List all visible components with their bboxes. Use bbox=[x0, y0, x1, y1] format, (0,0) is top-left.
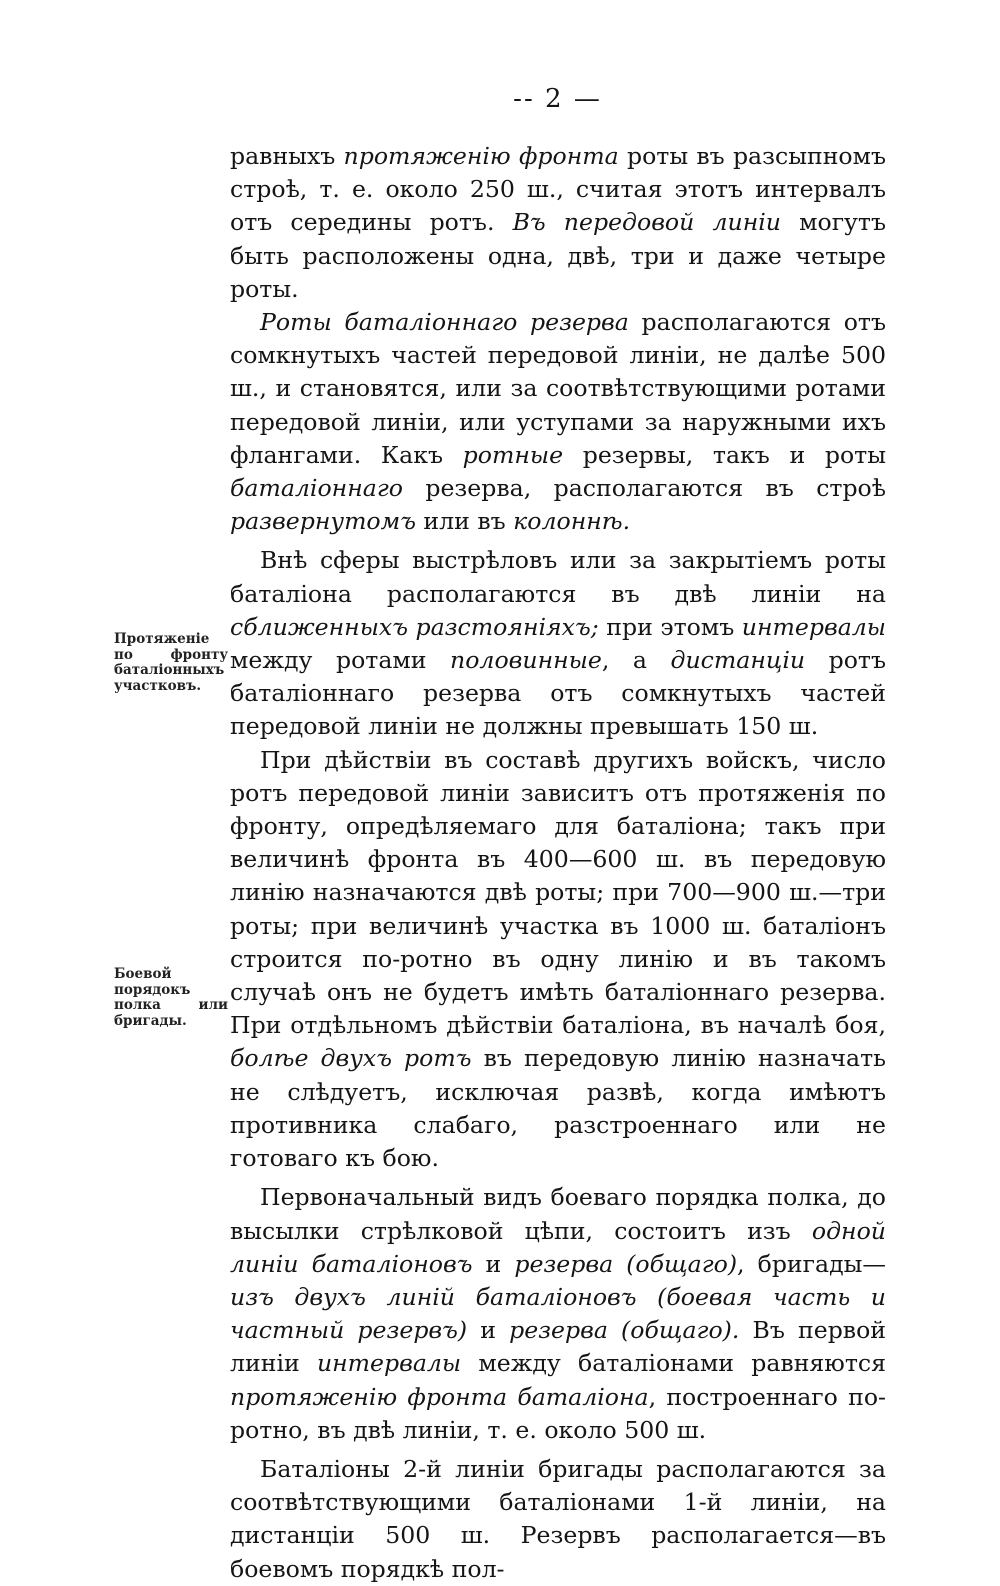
text-run: Въ первой линіи bbox=[230, 1316, 887, 1378]
main-text bbox=[230, 140, 886, 1586]
italic-text: баталіоннаго bbox=[230, 474, 403, 503]
italic-text: резерва (общаго) bbox=[514, 1249, 738, 1278]
paragraph bbox=[230, 544, 886, 743]
text-run: и bbox=[467, 1316, 510, 1345]
paragraph bbox=[230, 744, 886, 1176]
margin-note-battle-order: Боевой порядокъ полка или бригады. bbox=[114, 966, 228, 1029]
paragraph bbox=[230, 140, 886, 306]
text-run: Баталіоны 2-й линіи бригады располагаются за соотвѣтствующими баталіонами 1-й линіи, на дистанціи 500 ш. Резервъ располагается—въ боевомъ порядкѣ пол- bbox=[230, 1454, 886, 1583]
text-run: роты въ разсыпномъ строѣ, т. е. около 250 ш., считая этотъ интервалъ отъ середины ротъ. bbox=[230, 142, 886, 237]
paragraph bbox=[230, 1181, 886, 1447]
margin-note-frontage: Протяженіе по фронту баталіонныхъ участковъ. bbox=[114, 631, 228, 694]
text-run: Внѣ сферы выстрѣловъ или за закрытіемъ роты баталіона располагаются въ двѣ линіи на bbox=[230, 546, 886, 608]
italic-text: Въ передовой линіи bbox=[512, 208, 781, 237]
italic-text: протяженію фронта баталіона bbox=[230, 1382, 649, 1411]
italic-text: интервалы bbox=[316, 1349, 462, 1378]
text-run: или въ bbox=[415, 507, 514, 536]
text-run: равныхъ bbox=[230, 142, 344, 170]
page-number: -- 2 — bbox=[513, 84, 602, 114]
italic-text: колоннѣ. bbox=[513, 507, 631, 536]
italic-text: половинные bbox=[450, 646, 602, 675]
paragraph bbox=[230, 1453, 886, 1586]
italic-text: одной линіи баталіоновъ bbox=[230, 1216, 886, 1278]
text-run: и bbox=[472, 1249, 515, 1278]
italic-text: резерва (общаго). bbox=[509, 1316, 740, 1345]
text-run: при этомъ bbox=[598, 612, 742, 641]
italic-text: протяженію фронта bbox=[343, 142, 619, 170]
italic-text: сближенныхъ разстояніяхъ; bbox=[230, 612, 599, 641]
text-run: , а bbox=[601, 646, 671, 675]
text-run: могутъ быть расположены одна, двѣ, три и даже четыре роты. bbox=[230, 208, 886, 303]
text-run: резервы, такъ и роты bbox=[563, 440, 886, 469]
text-run: , бригады— bbox=[737, 1249, 886, 1278]
italic-text: изъ двухъ линій баталіоновъ (боевая часть и частный резервъ) bbox=[230, 1282, 886, 1345]
italic-text: дистанціи bbox=[670, 646, 806, 675]
text-run: , построеннаго по-ротно, въ двѣ линіи, т. е. около 500 ш. bbox=[230, 1382, 886, 1444]
text-run: между ротами bbox=[230, 646, 451, 675]
text-run: Первоначальный видъ боеваго порядка полка, до высылки стрѣлковой цѣпи, состоитъ изъ bbox=[230, 1183, 886, 1245]
italic-text: Роты баталіоннаго резерва bbox=[260, 308, 629, 337]
text-run: ротъ баталіоннаго резерва отъ сомкнутыхъ частей передовой линіи не должны превышать 150 ш. bbox=[230, 646, 886, 741]
italic-text: развернутомъ bbox=[230, 507, 416, 536]
italic-text: интервалы bbox=[741, 612, 887, 641]
text-run: При дѣйствіи въ составѣ другихъ войскъ, число ротъ передовой линіи зависитъ отъ протяженія по фронту, опредѣляемаго для баталіона; такъ при величинѣ фронта въ 400—600 ш. въ передовую линію назначаются двѣ роты; при 700—900 ш.—три роты; при величинѣ участка въ 1000 ш. баталіонъ строится по-ротно въ одну линію и въ такомъ случаѣ онъ не будетъ имѣть баталіоннаго резерва. При отдѣльномъ дѣйствіи баталіона, въ началѣ боя, bbox=[230, 745, 886, 1040]
text-run: резерва, располагаются въ строѣ bbox=[402, 474, 886, 503]
text-run: между баталіонами равняются bbox=[461, 1349, 886, 1378]
text-run: располагаются отъ сомкнутыхъ частей передовой линіи, не далѣе 500 ш., и становятся, или за соотвѣтствующими ротами передовой линіи, или уступами за наружными ихъ флангами. Какъ bbox=[230, 308, 886, 469]
paragraph bbox=[230, 306, 886, 538]
text-run: въ передовую линію назначать не слѣдуетъ, исключая развѣ, когда имѣютъ противника слабаго, разстроеннаго или не готоваго къ бою. bbox=[230, 1044, 886, 1173]
italic-text: ротные bbox=[462, 440, 564, 469]
italic-text: болѣе двухъ ротъ bbox=[230, 1044, 472, 1073]
